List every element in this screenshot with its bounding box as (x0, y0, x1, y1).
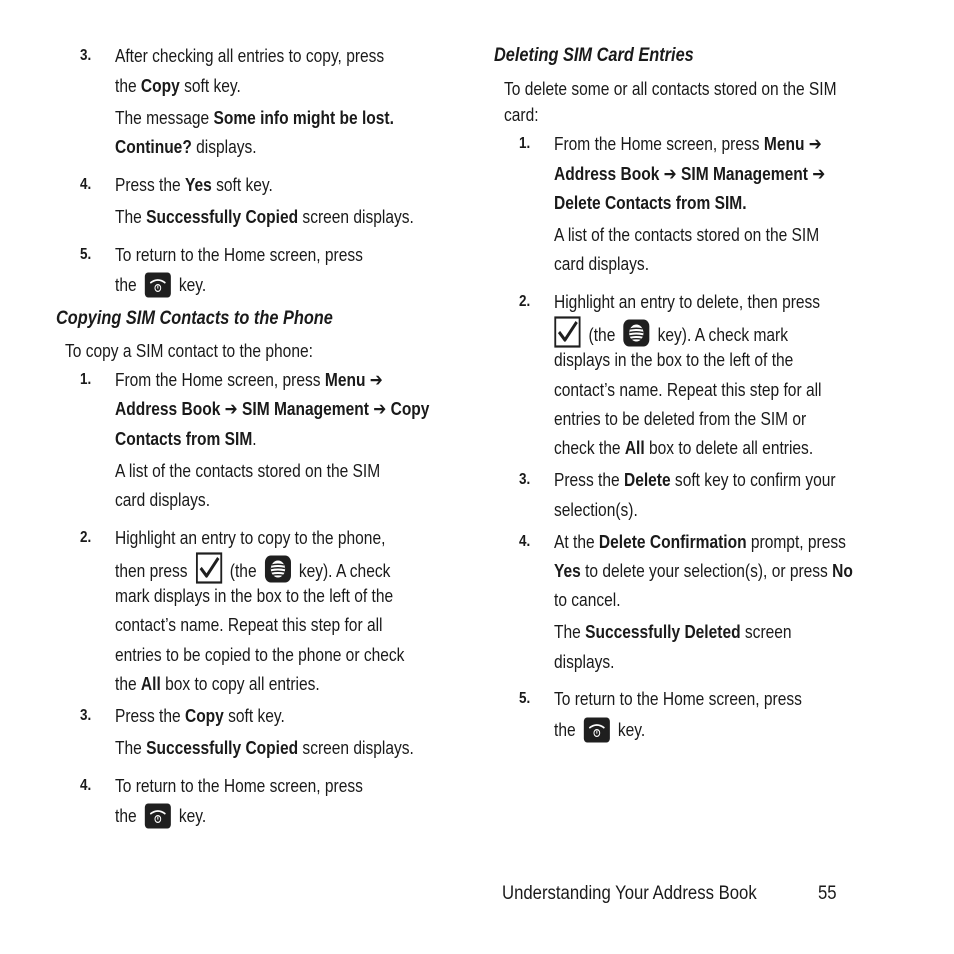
step-text: Address Book ➔ SIM Management ➔ (554, 163, 826, 184)
step-text: Press the Yes soft key. (115, 174, 273, 195)
end-key-icon (144, 272, 171, 298)
step-number: 2. (80, 529, 92, 546)
step-text: the key. (115, 804, 206, 830)
step-text: card displays. (115, 489, 211, 510)
step-text: the Copy soft key. (115, 75, 241, 96)
step-text: Yes to delete your selection(s), or press No (554, 560, 853, 581)
step-text: From the Home screen, press Menu ➔ (554, 133, 822, 154)
step-text: the key. (115, 273, 206, 299)
step-number: 1. (80, 371, 92, 388)
section-heading: Deleting SIM Card Entries (494, 45, 694, 66)
step-text: The Successfully Deleted screen (554, 621, 792, 642)
intro-text: To delete some or all contacts stored on the SIM (504, 78, 837, 99)
end-key-icon (144, 803, 171, 829)
step-text: then press (the key). A check (115, 556, 390, 588)
step-text: The Successfully Copied screen displays. (115, 737, 414, 758)
step-text: The message Some info might be lost. (115, 107, 394, 128)
step-text: Delete Contacts from SIM. (554, 192, 747, 213)
att-globe-icon (264, 555, 291, 583)
step-text: A list of the contacts stored on the SIM (115, 460, 381, 481)
step-text: entries to be copied to the phone or check (115, 644, 405, 665)
step-text: check the All box to delete all entries. (554, 437, 814, 458)
att-globe-icon (623, 319, 650, 347)
step-text: Address Book ➔ SIM Management ➔ Copy (115, 398, 430, 419)
intro-text: card: (504, 104, 539, 125)
step-text: From the Home screen, press Menu ➔ (115, 369, 383, 390)
step-text: The Successfully Copied screen displays. (115, 206, 414, 227)
step-text: card displays. (554, 253, 650, 274)
step-number: 5. (519, 690, 531, 707)
step-text: Press the Delete soft key to confirm your (554, 469, 836, 490)
step-text: At the Delete Confirmation prompt, press (554, 531, 846, 552)
step-text: selection(s). (554, 499, 638, 520)
checkmark-icon (554, 316, 581, 348)
step-text: To return to the Home screen, press (115, 775, 363, 796)
intro-text: To copy a SIM contact to the phone: (65, 340, 313, 361)
step-text: Contacts from SIM. (115, 428, 257, 449)
step-number: 3. (519, 471, 531, 488)
step-text: contact’s name. Repeat this step for all (115, 614, 383, 635)
step-text: A list of the contacts stored on the SIM (554, 224, 820, 245)
step-text: entries to be deleted from the SIM or (554, 408, 807, 429)
step-text: to cancel. (554, 589, 621, 610)
step-text: To return to the Home screen, press (554, 688, 802, 709)
step-number: 3. (80, 707, 92, 724)
step-number: 4. (80, 176, 92, 193)
end-key-icon (583, 717, 610, 743)
step-text: Highlight an entry to copy to the phone, (115, 527, 386, 548)
step-number: 1. (519, 135, 531, 152)
step-number: 3. (80, 47, 92, 64)
step-number: 5. (80, 246, 92, 263)
step-text: mark displays in the box to the left of the (115, 585, 394, 606)
step-text: displays in the box to the left of the (554, 349, 794, 370)
section-heading: Copying SIM Contacts to the Phone (56, 308, 333, 329)
step-text: displays. (554, 651, 615, 672)
step-text: contact’s name. Repeat this step for all (554, 379, 822, 400)
step-text: the All box to copy all entries. (115, 673, 320, 694)
footer-section-title: Understanding Your Address Book (502, 883, 757, 904)
step-number: 4. (519, 533, 531, 550)
step-text: the key. (554, 718, 645, 744)
step-text: Continue? displays. (115, 136, 257, 157)
step-text: Press the Copy soft key. (115, 705, 285, 726)
step-text: After checking all entries to copy, press (115, 45, 385, 66)
step-number: 2. (519, 293, 531, 310)
step-number: 4. (80, 777, 92, 794)
checkmark-icon (195, 552, 222, 584)
step-text: To return to the Home screen, press (115, 244, 363, 265)
page-number: 55 (818, 883, 837, 904)
step-text: Highlight an entry to delete, then press (554, 291, 821, 312)
step-text: (the key). A check mark (554, 320, 788, 352)
